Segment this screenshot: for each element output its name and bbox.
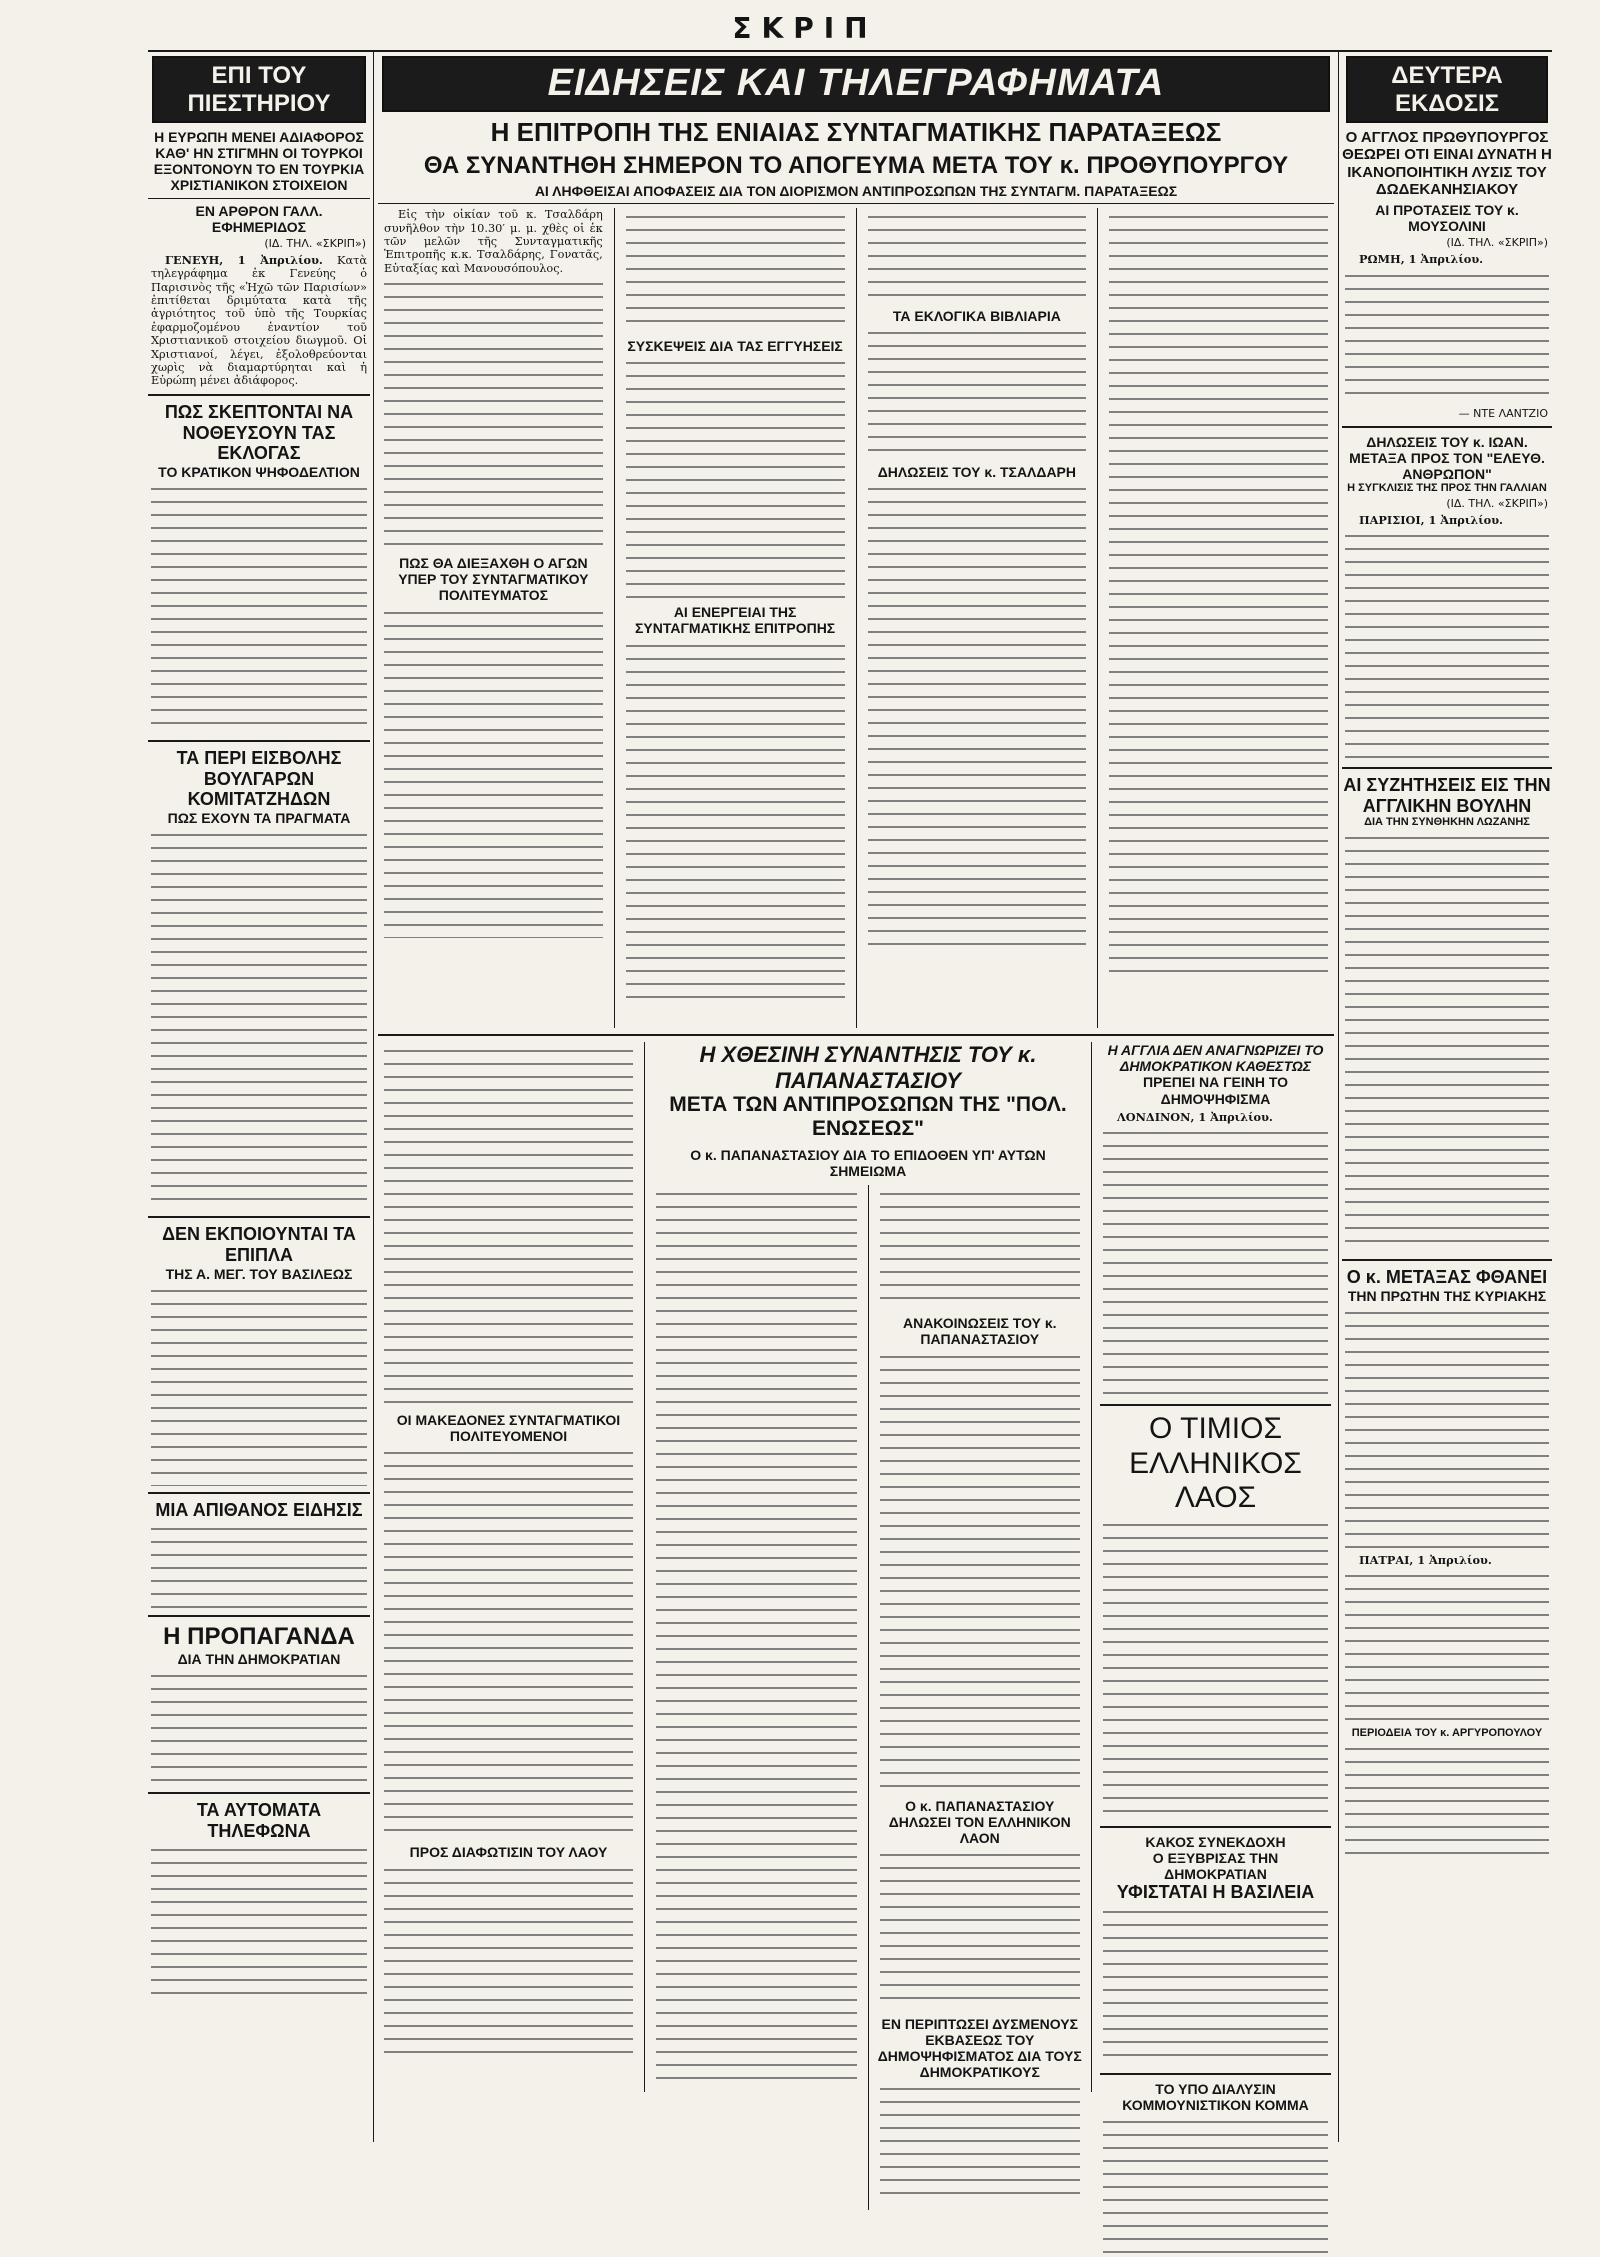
- divider: [1100, 1826, 1331, 1828]
- divider: [148, 198, 370, 199]
- divider: [148, 1792, 370, 1794]
- right-subhead-2: Η ΣΥΓΚΛΙΣΙΣ ΤΗΣ ΠΡΟΣ ΤΗΝ ΓΑΛΛΙΑΝ: [1347, 482, 1547, 495]
- subhead-c: ΔΗΛΩΣΕΙΣ ΤΟΥ κ. ΤΣΑΛΔΑΡΗ: [877, 464, 1077, 481]
- lower-middle-columns: [653, 1185, 1083, 2210]
- main-col-3: [865, 208, 1090, 1028]
- column-rule: [644, 1042, 645, 2092]
- headline-2: Η ΧΘΕΣΙΝΗ ΣΥΝΑΝΤΗΣΙΣ ΤΟΥ κ. ΠΑΠΑΝΑΣΤΑΣΙΟΥ: [699, 1042, 1037, 1093]
- lower-middle-col-2-text-4: [880, 2084, 1081, 2204]
- right-subhead-1: Ο ΑΓΓΛΟΣ ΠΡΩΘΥΠΟΥΡΓΟΣ ΘΕΩΡΕΙ ΟΤΙ ΕΙΝΑΙ ΔΥΝΑΤΗ Η ΙΚΑΝΟΠΟΙΗΤΙΚΗ ΛΥΣΙΣ ΤΟΥ ΔΩΔΕΚΑΝΗΣΙΑΚΟΥ: [1342, 129, 1552, 198]
- divider: [148, 394, 370, 396]
- section-title: ΕΙΔΗΣΕΙΣ ΚΑΙ ΤΗΛΕΓΡΑΦΗΜΑΤΑ: [547, 62, 1165, 104]
- right-dateline-2-wrap: [1345, 514, 1549, 527]
- right-subhead-1b: ΑΙ ΠΡΟΤΑΣΕΙΣ ΤΟΥ κ. ΜΟΥΣΟΛΙΝΙ: [1375, 202, 1519, 235]
- subhead-a: ΣΥΣΚΕΨΕΙΣ ΔΙΑ ΤΑΣ ΕΓΓΥΗΣΕΙΣ: [627, 338, 843, 355]
- subhead-i: Ο κ. ΠΑΠΑΝΑΣΤΑΣΙΟΥ ΔΗΛΩΣΕΙ ΤΟΝ ΕΛΛΗΝΙΚΟΝ ΛΑΟΝ: [888, 1797, 1071, 1846]
- main-col-2-text: [626, 212, 845, 332]
- lower-left-text: [384, 1046, 633, 1406]
- main-col-1: [381, 208, 606, 1028]
- right-article-2: [1345, 531, 1549, 761]
- main-lead-text: Εἰς τὴν οἰκίαν τοῦ κ. Τσαλδάρη συνῆλθον τὴν 10.30′ μ. μ. χθὲς οἱ ἐκ τῶν μελῶν τῆς Συνταγματικῆς Ἐπιτροπῆς κ.κ. Τσαλδάρης, Γονατᾶς, Εὐταξίας καὶ Μανουσόπουλος.: [384, 208, 603, 275]
- left-headline-3: ΤΑ ΠΕΡΙ ΕΙΣΒΟΛΗΣ ΒΟΥΛΓΑΡΩΝ ΚΟΜΙΤΑΤΖΗΔΩΝ: [176, 747, 342, 810]
- divider: [1100, 1404, 1331, 1406]
- section-title-box: [382, 56, 1330, 112]
- right-credit: (ΙΔ. ΤΗΛ. «ΣΚΡΙΠ»): [1446, 236, 1548, 250]
- left-article-4: [151, 1286, 367, 1486]
- left-headline-5: ΜΙΑ ΑΠΙΘΑΝΟΣ ΕΙΔΗΣΙΣ: [155, 1499, 363, 1520]
- lower-right-text-3: [1103, 1907, 1328, 2067]
- main-col-3-text: [868, 212, 1087, 302]
- headline-6: ΤΟ ΥΠΟ ΔΙΑΛΥΣΙΝ ΚΟΜΜΟΥΝΙΣΤΙΚΟΝ ΚΟΜΜΑ: [1122, 2080, 1309, 2113]
- right-dateline-3: ΠΑΤΡΑΙ, 1 Ἀπριλίου.: [1359, 1552, 1492, 1567]
- right-note: — ΝΤΕ ΛΑΝΤΖΙΟ: [1458, 406, 1548, 420]
- left-headline-6: Η ΠΡΟΠΑΓΑΝΔΑ: [163, 1623, 355, 1651]
- divider: [148, 740, 370, 742]
- main-col-2: [623, 208, 848, 1028]
- divider: [378, 203, 1334, 204]
- main-col-4-text: [1109, 212, 1328, 972]
- right-headline-1: ΔΕΥΤΕΡΑ ΕΚΔΟΣΙΣ: [1391, 62, 1503, 117]
- left-text-1: Κατὰ τηλεγράφημα ἐκ Γενεύης ὁ Παρισινὸς τῆς «Ἠχῶ τῶν Παρισίων» ἐπιτίθεται δριμύτατα κατὰ τῆς ἀγριότητος τοῦ ὑπὸ τῆς Τουρκίας ἐφαρμοζομένου ἐναντίον τοῦ Χριστιανικοῦ στοιχείου διωγμοῦ. Οἱ Χριστιανοί, λέγει, ἐξολοθρεύονται χωρὶς νὰ διαμαρτύρηται καὶ ἡ Εὐρώπη μένει ἀδιάφορος.: [151, 253, 367, 388]
- divider: [1342, 767, 1552, 769]
- headline-5: ΚΑΚΟΣ ΣΥΝΕΚΔΟΧΗ: [1145, 1833, 1286, 1850]
- right-dateline-2: ΠΑΡΙΣΙΟΙ, 1 Ἀπριλίου.: [1359, 512, 1503, 527]
- lower-right-text: [1103, 1128, 1328, 1398]
- left-article-2: [151, 484, 367, 734]
- column-rule: [614, 208, 615, 1028]
- main-col-2-text-2: [626, 358, 845, 598]
- divider: [1342, 426, 1552, 428]
- masthead: ΣΚΡΙΠ: [732, 12, 878, 45]
- right-dateline-1-wrap: [1345, 253, 1549, 266]
- left-column: [148, 52, 370, 2142]
- left-article-5: [151, 1524, 367, 1609]
- headline-2-sub: ΜΕΤΑ ΤΩΝ ΑΝΤΙΠΡΟΣΩΠΩΝ ΤΗΣ "ΠΟΛ. ΕΝΩΣΕΩΣ": [669, 1092, 1067, 1140]
- column-rule: [1091, 1042, 1092, 2092]
- lower-left-text-2: [384, 1448, 633, 1838]
- right-title-box: [1346, 56, 1548, 123]
- subhead-f: ΟΙ ΜΑΚΕΔΟΝΕΣ ΣΥΝΤΑΓΜΑΤΙΚΟΙ ΠΟΛΙΤΕΥΟΜΕΝΟΙ: [396, 1412, 621, 1445]
- lower-middle-col-2-text: [880, 1189, 1081, 1309]
- left-headline-4: ΔΕΝ ΕΚΠΟΙΟΥΝΤΑΙ ΤΑ ΕΠΙΠΛΑ: [162, 1224, 356, 1265]
- left-article-1: [151, 254, 367, 388]
- main-headline: Η ΕΠΙΤΡΟΠΗ ΤΗΣ ΕΝΙΑΙΑΣ ΣΥΝΤΑΓΜΑΤΙΚΗΣ ΠΑΡΑΤΑΞΕΩΣ: [490, 116, 1222, 147]
- right-article-5: [1345, 1571, 1549, 1721]
- right-article-3: [1345, 833, 1549, 1253]
- headline-3-dateline-wrap: [1103, 1111, 1328, 1124]
- left-headline-2: ΠΩΣ ΣΚΕΠΤΟΝΤΑΙ ΝΑ ΝΟΘΕΥΣΟΥΝ ΤΑΣ ΕΚΛΟΓΑΣ: [164, 401, 354, 464]
- subhead-h: ΑΝΑΚΟΙΝΩΣΕΙΣ ΤΟΥ κ. ΠΑΠΑΝΑΣΤΑΣΙΟΥ: [902, 1315, 1057, 1348]
- right-subhead-3: ΔΙΑ ΤΗΝ ΣΥΝΘΗΚΗΝ ΛΩΖΑΝΗΣ: [1364, 816, 1530, 829]
- left-subhead-1b: ΕΝ ΑΡΘΡΟΝ ΓΑΛΛ. ΕΦΗΜΕΡΙΔΟΣ: [195, 202, 323, 235]
- subhead-j: ΕΝ ΠΕΡΙΠΤΩΣΕΙ ΔΥΣΜΕΝΟΥΣ ΕΚΒΑΣΕΩΣ ΤΟΥ ΔΗΜΟΨΗΦΙΣΜΑΤΟΣ ΔΙΑ ΤΟΥΣ ΔΗΜΟΚΡΑΤΙΚΟΥΣ: [877, 2015, 1082, 2081]
- divider: [148, 1216, 370, 1218]
- left-headline-1: ΕΠΙ ΤΟΥ ΠΙΕΣΤΗΡΙΟΥ: [187, 62, 331, 117]
- lower-left: [381, 1042, 636, 2092]
- headline-4: Ο ΤΙΜΙΟΣ ΕΛΛΗΝΙΚΟΣ ΛΑΟΣ: [1129, 1412, 1302, 1515]
- headline-5-sub2: ΥΦΙΣΤΑΤΑΙ Η ΒΑΣΙΛΕΙΑ: [1116, 1881, 1315, 1902]
- lower-middle-col-2-text-2: [880, 1352, 1081, 1792]
- left-title-box: [152, 56, 366, 123]
- lower-right-text-2: [1103, 1520, 1328, 1820]
- main-col-2-text-3: [626, 641, 845, 1001]
- right-headline-4: Ο κ. ΜΕΤΑΞΑΣ ΦΘΑΝΕΙ: [1346, 1267, 1548, 1288]
- left-subhead-1: Η ΕΥΡΩΠΗ ΜΕΝΕΙ ΑΔΙΑΦΟΡΟΣ ΚΑΘ' ΗΝ ΣΤΙΓΜΗΝ ΟΙ ΤΟΥΡΚΟΙ ΕΞΟΝΤΟΝΟΥΝ ΤΟ ΕΝ ΤΟΥΡΚΙΑ ΧΡΙΣΤΙΑΝΙΚΟΝ ΣΤΟΙΧΕΙΟΝ: [153, 129, 365, 194]
- subhead-g: ΠΡΟΣ ΔΙΑΦΩΤΙΣΙΝ ΤΟΥ ΛΑΟΥ: [409, 1844, 608, 1861]
- subhead-d: ΠΩΣ ΘΑ ΔΙΕΞΑΧΘΗ Ο ΑΓΩΝ ΥΠΕΡ ΤΟΥ ΣΥΝΤΑΓΜΑΤΙΚΟΥ ΠΟΛΙΤΕΥΜΑΤΟΣ: [398, 555, 589, 604]
- right-headline-5: ΠΕΡΙΟΔΕΙΑ ΤΟΥ κ. ΑΡΓΥΡΟΠΟΥΛΟΥ: [1351, 1727, 1543, 1740]
- right-dateline-3-wrap: [1345, 1554, 1549, 1567]
- main-col-3-text-3: [868, 484, 1087, 954]
- right-article-4: [1345, 1308, 1549, 1548]
- divider: [148, 1492, 370, 1494]
- main-subheadline-2: ΑΙ ΛΗΦΘΕΙΣΑΙ ΑΠΟΦΑΣΕΙΣ ΔΙΑ ΤΟΝ ΔΙΟΡΙΣΜΟΝ ΑΝΤΙΠΡΟΣΩΠΩΝ ΤΗΣ ΣΥΝΤΑΓΜ. ΠΑΡΑΤΑΞΕΩΣ: [534, 183, 1178, 200]
- right-credit-2: (ΙΔ. ΤΗΛ. «ΣΚΡΙΠ»): [1446, 496, 1548, 510]
- main-article-columns: [378, 208, 1334, 1028]
- center-column: [378, 52, 1334, 2142]
- lower-middle-col-1: [653, 1185, 860, 2210]
- lower-right-text-4: [1103, 2117, 1328, 2257]
- column-rule: [868, 1185, 869, 2210]
- lower-left-text-3: [384, 1865, 633, 2055]
- left-subhead-6: ΔΙΑ ΤΗΝ ΔΗΜΟΚΡΑΤΙΑΝ: [177, 1650, 341, 1667]
- left-article-3: [151, 830, 367, 1210]
- right-article-6: [1345, 1744, 1549, 1854]
- headline-3: Η ΑΓΓΛΙΑ ΔΕΝ ΑΝΑΓΝΩΡΙΖΕΙ ΤΟ ΔΗΜΟΚΡΑΤΙΚΟΝ ΚΑΘΕΣΤΩΣ: [1107, 1042, 1324, 1075]
- right-dateline-1: ΡΩΜΗ, 1 Ἀπριλίου.: [1359, 252, 1484, 267]
- headline-2-sub2: Ο κ. ΠΑΠΑΝΑΣΤΑΣΙΟΥ ΔΙΑ ΤΟ ΕΠΙΔΟΘΕΝ ΥΠ' ΑΥΤΩΝ ΣΗΜΕΙΩΜΑ: [690, 1147, 1046, 1180]
- divider: [1342, 1259, 1552, 1261]
- divider: [1100, 2073, 1331, 2075]
- headline-5-sub: Ο ΕΞΥΒΡΙΣΑΣ ΤΗΝ ΔΗΜΟΚΡΑΤΙΑΝ: [1152, 1849, 1279, 1882]
- main-subheadline: ΘΑ ΣΥΝΑΝΤΗΘΗ ΣΗΜΕΡΟΝ ΤΟ ΑΠΟΓΕΥΜΑ ΜΕΤΑ ΤΟΥ κ. ΠΡΟΘΥΠΟΥΡΓΟΥ: [423, 151, 1289, 179]
- main-col-1-text-2: [384, 608, 603, 938]
- right-headline-2: ΔΗΛΩΣΕΙΣ ΤΟΥ κ. ΙΩΑΝ. ΜΕΤΑΞΑ ΠΡΟΣ ΤΟΝ "ΕΛΕΥΘ. ΑΝΘΡΩΠΟΝ": [1349, 433, 1545, 482]
- lower-middle: [653, 1042, 1083, 2092]
- subhead-e: ΑΙ ΕΝΕΡΓΕΙΑΙ ΤΗΣ ΣΥΝΤΑΓΜΑΤΙΚΗΣ ΕΠΙΤΡΟΠΗΣ: [635, 604, 836, 637]
- subhead-b: ΤΑ ΕΚΛΟΓΙΚΑ ΒΙΒΛΙΑΡΙΑ: [892, 308, 1061, 325]
- right-headline-3: ΑΙ ΣΥΖΗΤΗΣΕΙΣ ΕΙΣ ΤΗΝ ΑΓΓΛΙΚΗΝ ΒΟΥΛΗΝ: [1343, 775, 1551, 816]
- column-rule-left: [373, 52, 374, 2142]
- right-article-1: [1345, 271, 1549, 401]
- left-dateline-1: ΓΕΝΕΥΗ, 1 Ἀπριλίου.: [165, 252, 323, 267]
- lower-section: [378, 1042, 1334, 2113]
- left-article-6: [151, 1671, 367, 1786]
- right-column: [1342, 52, 1552, 2142]
- divider: [148, 1615, 370, 1617]
- column-rule: [856, 208, 857, 1028]
- lower-middle-col-1-text: [656, 1189, 857, 2089]
- column-rule-right: [1338, 52, 1339, 2142]
- lower-middle-col-2-text-3: [880, 1850, 1081, 2010]
- main-col-3-text-2: [868, 328, 1087, 458]
- column-rule: [1097, 208, 1098, 1028]
- lower-middle-col-2: [877, 1185, 1084, 2210]
- left-subhead-2: ΤΟ ΚΡΑΤΙΚΟΝ ΨΗΦΟΔΕΛΤΙΟΝ: [158, 463, 360, 480]
- left-headline-7: ΤΑ ΑΥΤΟΜΑΤΑ ΤΗΛΕΦΩΝΑ: [196, 1799, 322, 1841]
- left-article-7: [151, 1845, 367, 1995]
- headline-3-dateline: ΛΟΝΔΙΝΟΝ, 1 Ἀπριλίου.: [1117, 1109, 1273, 1124]
- left-credit: (ΙΔ. ΤΗΛ. «ΣΚΡΙΠ»): [264, 236, 366, 250]
- headline-3-sub: ΠΡΕΠΕΙ ΝΑ ΓΕΙΝΗ ΤΟ ΔΗΜΟΨΗΦΙΣΜΑ: [1142, 1074, 1289, 1107]
- main-col-1-text: [384, 279, 603, 549]
- divider: [378, 1034, 1334, 1036]
- right-subhead-4: ΤΗΝ ΠΡΩΤΗΝ ΤΗΣ ΚΥΡΙΑΚΗΣ: [1347, 1287, 1547, 1304]
- main-col-4: [1106, 208, 1331, 1028]
- left-subhead-4: ΤΗΣ Α. ΜΕΓ. ΤΟΥ ΒΑΣΙΛΕΩΣ: [165, 1265, 353, 1282]
- left-subhead-3: ΠΩΣ ΕΧΟΥΝ ΤΑ ΠΡΑΓΜΑΤΑ: [167, 810, 351, 827]
- lower-right: [1100, 1042, 1331, 2113]
